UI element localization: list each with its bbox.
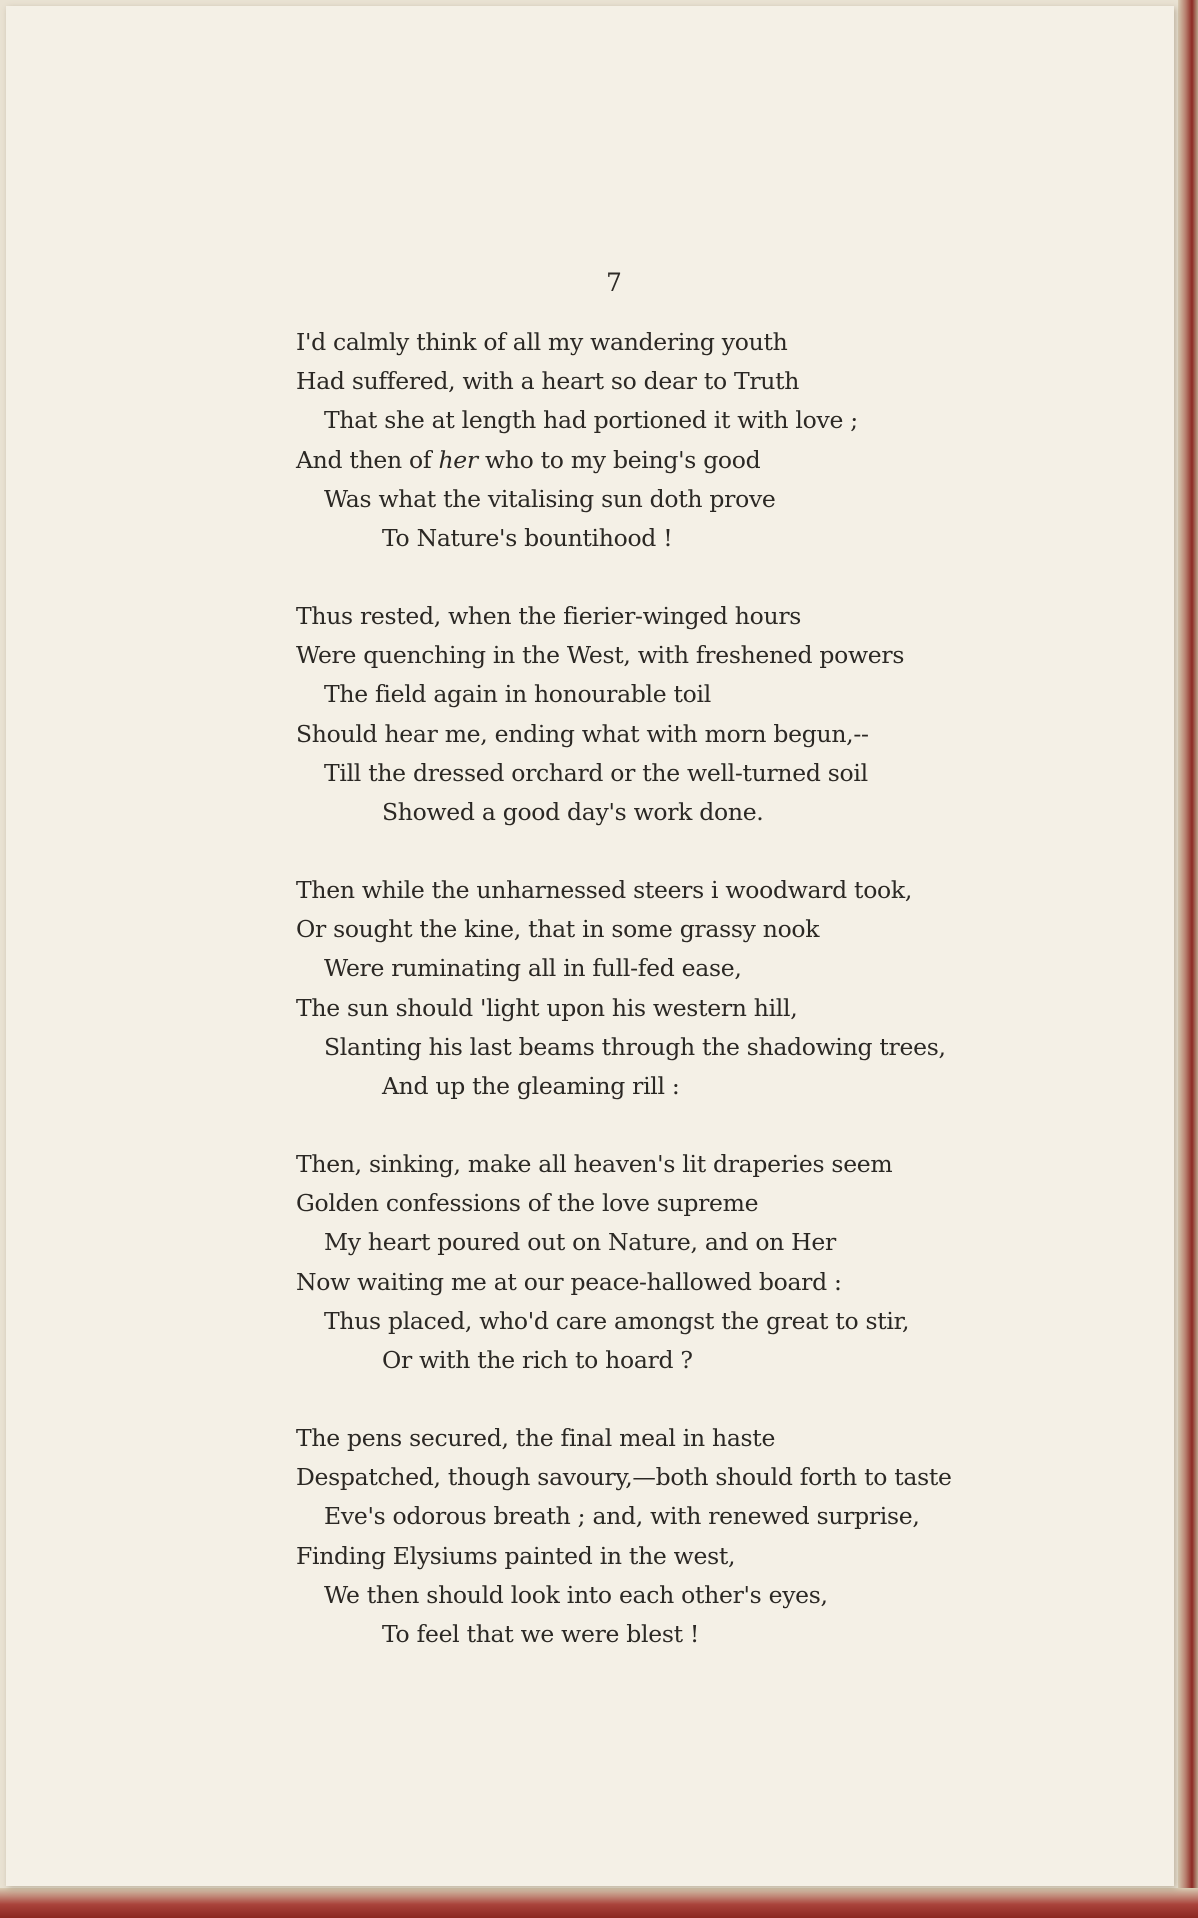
poem-line: To feel that we were blest ! — [382, 1620, 700, 1648]
poem-line: Then, sinking, make all heaven's lit draperies seem — [296, 1150, 893, 1178]
poem-line: Then while the unharnessed steers i woodward took, — [296, 876, 913, 904]
poem-line: Finding Elysiums painted in the west, — [296, 1542, 736, 1570]
poem-line: Golden confessions of the love supreme — [296, 1189, 759, 1217]
poem-line: That she at length had portioned it with love ; — [324, 406, 858, 434]
poem-line: Should hear me, ending what with morn begun,-- — [296, 720, 869, 748]
poem-line: Had suffered, with a heart so dear to Truth — [296, 367, 800, 395]
poem-line: Eve's odorous breath ; and, with renewed surprise, — [324, 1502, 920, 1530]
page-edge-right — [1178, 0, 1198, 1918]
poem-line: Or sought the kine, that in some grassy nook — [296, 915, 820, 943]
poem-line: Slanting his last beams through the shadowing trees, — [324, 1033, 946, 1061]
poem-line: Till the dressed orchard or the well-turned soil — [324, 759, 868, 787]
page-edge-bottom — [0, 1888, 1198, 1918]
poem-line: The field again in honourable toil — [324, 680, 711, 708]
poem-line: We then should look into each other's eyes, — [324, 1581, 828, 1609]
poem-line: Was what the vitalising sun doth prove — [324, 485, 776, 513]
poem-line — [296, 444, 760, 476]
poem-line: I'd calmly think of all my wandering youth — [296, 328, 788, 356]
poem-line-part: who to my being's good — [477, 446, 761, 474]
poem-line: Were quenching in the West, with freshened powers — [296, 641, 905, 669]
poem-line: Despatched, though savoury,—both should forth to taste — [296, 1463, 952, 1491]
poem-line: And up the gleaming rill : — [382, 1072, 680, 1100]
poem-line: Thus placed, who'd care amongst the great to stir, — [324, 1307, 910, 1335]
poem-line: Now waiting me at our peace-hallowed board : — [296, 1268, 842, 1296]
poem-line: To Nature's bountihood ! — [382, 524, 673, 552]
poem-line-part: And then of — [296, 446, 439, 474]
page-number: 7 — [606, 268, 622, 297]
poem-line-emphasis: her — [438, 446, 478, 474]
poem-line: My heart poured out on Nature, and on Her — [324, 1228, 836, 1256]
poem-line: Or with the rich to hoard ? — [382, 1346, 693, 1374]
poem-line: Showed a good day's work done. — [382, 798, 764, 826]
poem-line: The pens secured, the final meal in haste — [296, 1424, 776, 1452]
poem-line: The sun should 'light upon his western hill, — [296, 994, 798, 1022]
book-page — [6, 6, 1174, 1886]
poem-line: Thus rested, when the fierier-winged hours — [296, 602, 802, 630]
poem-line: Were ruminating all in full-fed ease, — [324, 954, 742, 982]
